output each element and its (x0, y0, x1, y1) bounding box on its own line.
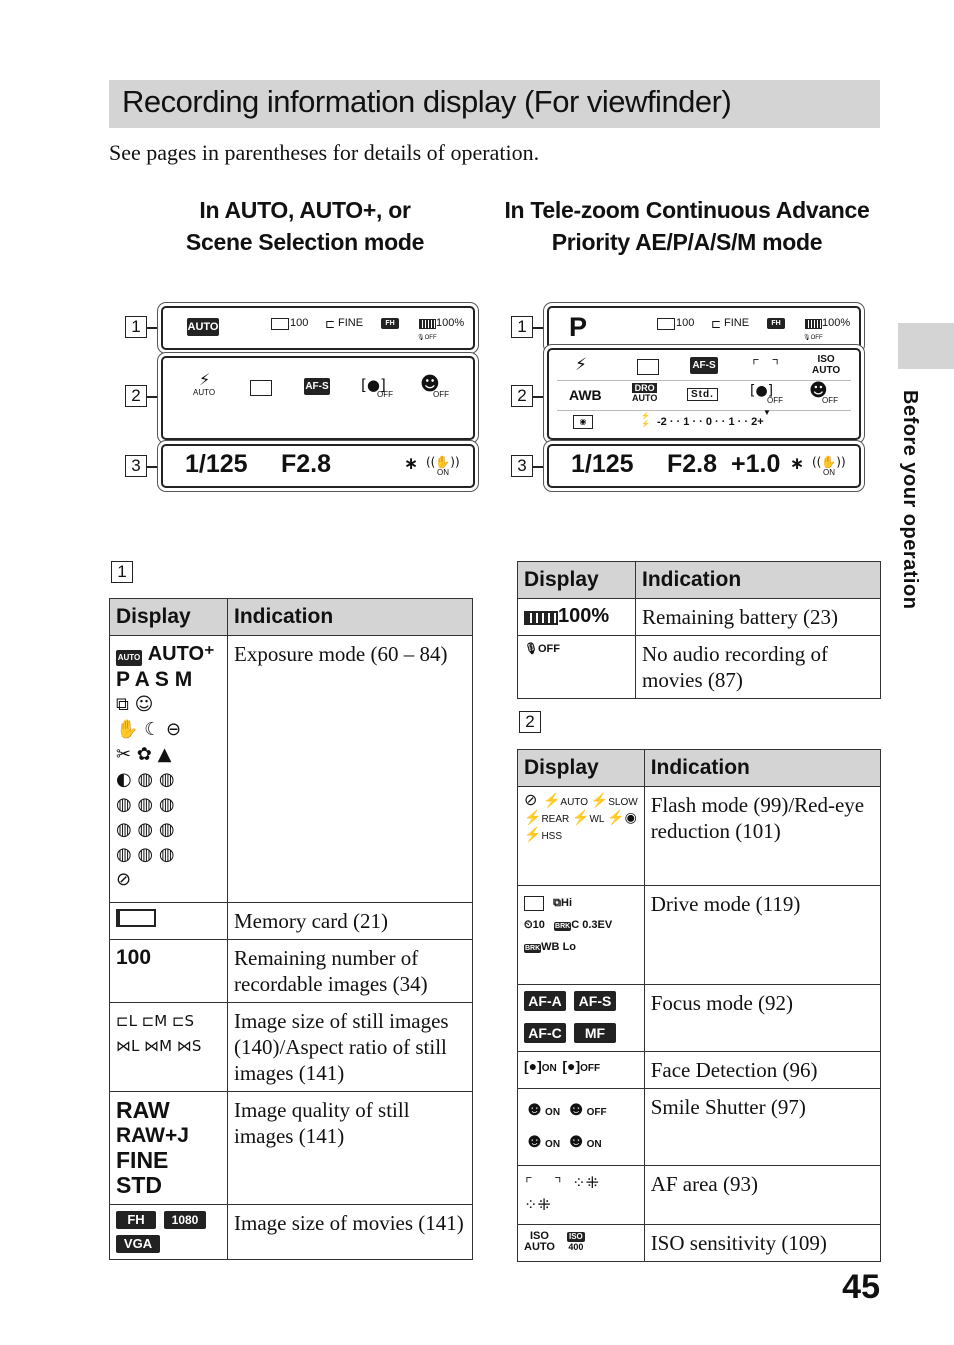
smile-shutter-display (518, 1089, 645, 1166)
drive-brk-wb: WB (541, 941, 560, 953)
movie-size-icons-row-1 (116, 1211, 221, 1229)
smile-on-label-2: ON (545, 1139, 561, 1150)
face-on-label: ON (541, 1063, 557, 1074)
lcd-divider (557, 410, 851, 411)
dro-auto-icon (632, 383, 657, 403)
shutter-speed: 1/125 (571, 450, 634, 478)
intro-text: See pages in parentheses for details of operation. (109, 140, 540, 165)
table-section-1-continued (517, 561, 881, 699)
battery-percent: 100% (822, 317, 851, 329)
callout-line (147, 396, 161, 398)
dro-top: DRO (632, 383, 657, 393)
side-label-text: Before your operation (899, 390, 921, 610)
memory-card-display (110, 903, 228, 940)
table-header-row (518, 750, 881, 787)
battery-icon (524, 611, 558, 625)
lcd-divider (557, 380, 851, 381)
af-c-icon: AF-C (524, 1023, 566, 1043)
steadyshot-on-label: ON (823, 468, 835, 477)
scene-icons-row-8: ⊘ (116, 869, 132, 890)
quality-text: FINE (724, 317, 750, 329)
mic-off-label: OFF (537, 643, 560, 655)
lcd-left-row-3 (161, 444, 475, 488)
right-heading-line-1: In Tele-zoom Continuous Advance (504, 197, 870, 223)
memory-card-icon (116, 909, 156, 927)
section-1-label: 1 (111, 561, 133, 583)
face-detection-icon: [●] (361, 376, 386, 394)
image-size-display (110, 1003, 228, 1092)
callout-2-left: 2 (125, 385, 147, 407)
table-row (110, 636, 473, 903)
lcd-right-row-3 (547, 444, 861, 488)
scale-marker: ▼ (763, 408, 771, 417)
quality-text: FINE (338, 317, 364, 329)
flash-icons: ⊘ ⚡AUTO ⚡SLOW ⚡REAR ⚡WL ⚡◉ ⚡HSS (524, 792, 638, 842)
quality-raw: RAW (116, 1097, 170, 1123)
table-row (518, 599, 881, 636)
mic-off-icon: 🎙OFF (803, 335, 823, 341)
lcd-left-row-1 (161, 306, 475, 350)
focus-mode-display (518, 985, 645, 1052)
drive-self-timer-label: 10 (532, 919, 545, 931)
battery-percent: 100% (436, 317, 465, 329)
flash-wl-label: WL (589, 814, 605, 825)
audio-display (518, 636, 636, 699)
table-section-2 (517, 749, 881, 1262)
mic-off-text: OFF (424, 335, 437, 341)
table-header-row (518, 562, 881, 599)
steadyshot-icon: ((✋)) (426, 455, 460, 469)
image-size-icons-row-1: ⊏L ⊏M ⊏S (116, 1012, 195, 1030)
drive-single-icon (637, 359, 659, 375)
ae-lock-icon: ∗ (790, 454, 805, 474)
table-row (518, 1225, 881, 1262)
movie-size-icon: FH (381, 318, 399, 329)
remaining-count-label: 100 (116, 946, 152, 969)
table-row (110, 903, 473, 940)
table-row (110, 1205, 473, 1260)
scene-icons-row-1: ⧉ ☺ (116, 694, 154, 715)
flash-hss-label: HSS (541, 831, 562, 842)
iso-400-label: 400 (568, 1242, 584, 1252)
face-off-label: OFF (377, 390, 393, 399)
image-quality-display (110, 1092, 228, 1205)
image-size-icon: ⊏ (325, 317, 336, 331)
page-title: Recording information display (For viewfinder) (122, 84, 732, 119)
scene-icons-row-2: ✋ ☾ ⊖ (116, 719, 182, 740)
image-size-icon: ⊏ (711, 317, 722, 331)
lcd-right-row-1 (547, 306, 861, 350)
iso-label: ISO (530, 1230, 549, 1242)
header-indication: Indication (228, 599, 473, 636)
pasm-label: P A S M (116, 668, 193, 691)
dro-bottom: AUTO (632, 393, 658, 403)
exposure-compensation: +1.0 (731, 450, 781, 478)
flash-off-icon: ⊘ (524, 792, 538, 809)
iso-auto-label: AUTO (524, 1241, 555, 1253)
iso-auto-icon (812, 354, 840, 376)
iso-icons: ISO AUTO ISO 400 (524, 1230, 584, 1253)
drive-mode-display (518, 886, 645, 985)
table-row (518, 787, 881, 886)
flash-auto-label: AUTO (193, 388, 216, 397)
memory-card-indication: Memory card (21) (228, 903, 473, 940)
scene-icons-row-6: ◍ ◍ ◍ (116, 819, 175, 840)
left-heading-line-2: Scene Selection mode (185, 229, 425, 255)
movie-size-display (110, 1205, 228, 1260)
smile-on-label-1: ON (545, 1107, 561, 1118)
aperture: F2.8 (281, 450, 332, 478)
smile-off-label: OFF (822, 396, 838, 405)
battery-icon (805, 319, 822, 329)
table-row (518, 636, 881, 699)
image-quality-indication: Image quality of still images (141) (228, 1092, 473, 1205)
drive-brk-c: C (571, 919, 580, 931)
table-row (518, 886, 881, 985)
iso-display (518, 1225, 645, 1262)
audio-indication: No audio recording of movies (87) (636, 636, 881, 699)
table-row (518, 985, 881, 1052)
callout-line (533, 396, 547, 398)
iso-top: ISO (817, 354, 835, 365)
shutter-speed: 1/125 (185, 450, 248, 478)
face-off-label: OFF (580, 1063, 601, 1074)
auto-mode-icon: AUTO (187, 318, 219, 336)
mic-off-text: OFF (810, 335, 823, 341)
battery-indication: Remaining battery (23) (636, 599, 881, 636)
drive-single-icon (250, 380, 272, 396)
flash-rear-label: REAR (541, 814, 570, 825)
awb-icon: AWB (569, 387, 602, 403)
drive-hi-label: Hi (561, 897, 573, 909)
header-display: Display (110, 599, 228, 636)
af-area-icon: ⌜ ⌝ (751, 355, 780, 374)
header-display: Display (518, 562, 636, 599)
smile-off-label: OFF (586, 1107, 607, 1118)
iso-indication: ISO sensitivity (109) (644, 1225, 880, 1262)
side-tab (898, 323, 954, 369)
section-2-label: 2 (519, 711, 541, 733)
steadyshot-icon: ((✋)) (812, 455, 846, 469)
af-a-icon: AF-A (524, 991, 566, 1011)
memory-card-icon (271, 318, 289, 330)
smile-off-label: OFF (433, 390, 449, 399)
drive-brk-ev: 0.3EV (582, 919, 613, 931)
callout-2-right: 2 (511, 385, 533, 407)
af-area-display (518, 1166, 645, 1225)
table-row (518, 1089, 881, 1166)
drive-icons: ⧉Hi ⏲10 BRKC 0.3EV BRKWB Lo (524, 897, 613, 953)
left-heading-line-1: In AUTO, AUTO+, or (199, 197, 411, 223)
callout-1-left: 1 (125, 316, 147, 338)
flash-icon: ⚡ (199, 370, 211, 389)
p-mode-icon: P (569, 312, 588, 342)
exposure-mode-icons (110, 636, 228, 903)
right-heading-line-2: Priority AE/P/A/S/M mode (551, 229, 823, 255)
header-indication: Indication (644, 750, 880, 787)
exposure-icon-line: AUTO AUTO⁺ (117, 643, 215, 665)
movie-1080-icon: 1080 (164, 1211, 206, 1229)
mic-off-icon: 🎙OFF (417, 335, 437, 341)
image-size-icons-row-2: ⋈L ⋈M ⋈S (116, 1037, 202, 1055)
lcd-right-row-2 (547, 348, 861, 440)
quality-std: STD (116, 1172, 162, 1198)
callout-line (533, 466, 547, 468)
lcd-left-row-2 (161, 356, 475, 440)
drive-brk-lo: Lo (562, 941, 577, 953)
callout-3-left: 3 (125, 455, 147, 477)
smile-shutter-icon: ☻ (420, 373, 440, 395)
flash-slow-label: SLOW (608, 797, 638, 808)
battery-display (518, 599, 636, 636)
quality-fine: FINE (116, 1147, 169, 1173)
af-s-icon: AF-S (304, 378, 330, 395)
header-indication: Indication (636, 562, 881, 599)
smile-shutter-icon: ☻ (809, 380, 828, 401)
exposure-mode-indication: Exposure mode (60 – 84) (228, 636, 473, 903)
side-label (893, 390, 923, 620)
smile-shutter-icons: ☻ON ☻OFF ☻ON ☻ON (524, 1098, 607, 1152)
remaining-display (110, 940, 228, 1003)
scene-icons-row-4: ◐ ◍ ◍ (116, 769, 175, 790)
smile-shutter-indication: Smile Shutter (97) (644, 1089, 880, 1166)
af-area-indication: AF area (93) (644, 1166, 880, 1225)
face-detection-display (518, 1052, 645, 1089)
battery-percent-label: 100% (558, 605, 610, 627)
image-size-indication: Image size of still images (140)/Aspect ratio of still images (141) (228, 1003, 473, 1092)
callout-line (147, 466, 161, 468)
page-number: 45 (842, 1268, 880, 1306)
flash-comp-icon: ⚡ ⚡ (641, 413, 650, 428)
left-mode-heading (150, 194, 460, 258)
table-section-1 (109, 598, 473, 1260)
af-area-icons: ⌜ ⌝ ⁘⁜ ⁘⁜ (524, 1173, 599, 1214)
scene-icons-row-3: ✂ ✿ ▲ (116, 744, 172, 765)
scene-icons-row-5: ◍ ◍ ◍ (116, 794, 175, 815)
flash-mode-display (518, 787, 645, 886)
table-row (110, 1003, 473, 1092)
face-detection-indication: Face Detection (96) (644, 1052, 880, 1089)
face-off-label: OFF (767, 396, 783, 405)
remaining-indication: Remaining number of recordable images (34) (228, 940, 473, 1003)
callout-1-right: 1 (511, 316, 533, 338)
quality-raw-j: RAW+J (116, 1124, 189, 1147)
mic-off-icon: 🎙OFF (524, 643, 560, 655)
table-row (518, 1052, 881, 1089)
exposure-scale: -2 · · 1 · · 0 · · 1 · · 2+ (657, 416, 764, 428)
memory-card-icon (657, 318, 675, 330)
movie-vga-icon: VGA (116, 1235, 160, 1253)
movie-size-indication: Image size of movies (141) (228, 1205, 473, 1260)
table-row (110, 940, 473, 1003)
table-header-row (110, 599, 473, 636)
steadyshot-on-label: ON (437, 468, 449, 477)
auto-plus-label: AUTO⁺ (147, 643, 215, 665)
face-detection-icon: [●] (750, 383, 774, 399)
face-detection-icons: [●]ON [●]OFF (524, 1058, 601, 1074)
metering-icon: ◉ (573, 415, 593, 429)
ae-lock-icon: ∗ (404, 454, 419, 474)
mf-icon: MF (574, 1023, 616, 1043)
remaining-count: 100 (676, 317, 695, 329)
callout-3-right: 3 (511, 455, 533, 477)
header-display: Display (518, 750, 645, 787)
scene-icons-row-7: ◍ ◍ ◍ (116, 844, 175, 865)
right-mode-heading (500, 194, 874, 258)
creative-style-icon: Std. (687, 388, 718, 401)
callout-line (147, 327, 161, 329)
flash-mode-indication: Flash mode (99)/Red-eye reduction (101) (644, 787, 880, 886)
af-s-icon: AF-S (690, 357, 718, 374)
movie-fh-icon: FH (116, 1211, 156, 1229)
drive-mode-indication: Drive mode (119) (644, 886, 880, 985)
flash-icon: ⚡ (575, 355, 587, 375)
smile-on-label-3: ON (586, 1139, 602, 1150)
movie-size-icon: FH (767, 318, 785, 329)
movie-size-icons-row-2 (116, 1235, 221, 1253)
callout-line (533, 327, 547, 329)
af-s-icon: AF-S (574, 991, 616, 1011)
aperture: F2.8 (667, 450, 718, 478)
focus-mode-indication: Focus mode (92) (644, 985, 880, 1052)
flash-auto-label: AUTO (560, 797, 589, 808)
iso-bottom: AUTO (812, 365, 841, 376)
table-row (518, 1166, 881, 1225)
remaining-count: 100 (290, 317, 309, 329)
battery-icon (419, 319, 436, 329)
table-row (110, 1092, 473, 1205)
